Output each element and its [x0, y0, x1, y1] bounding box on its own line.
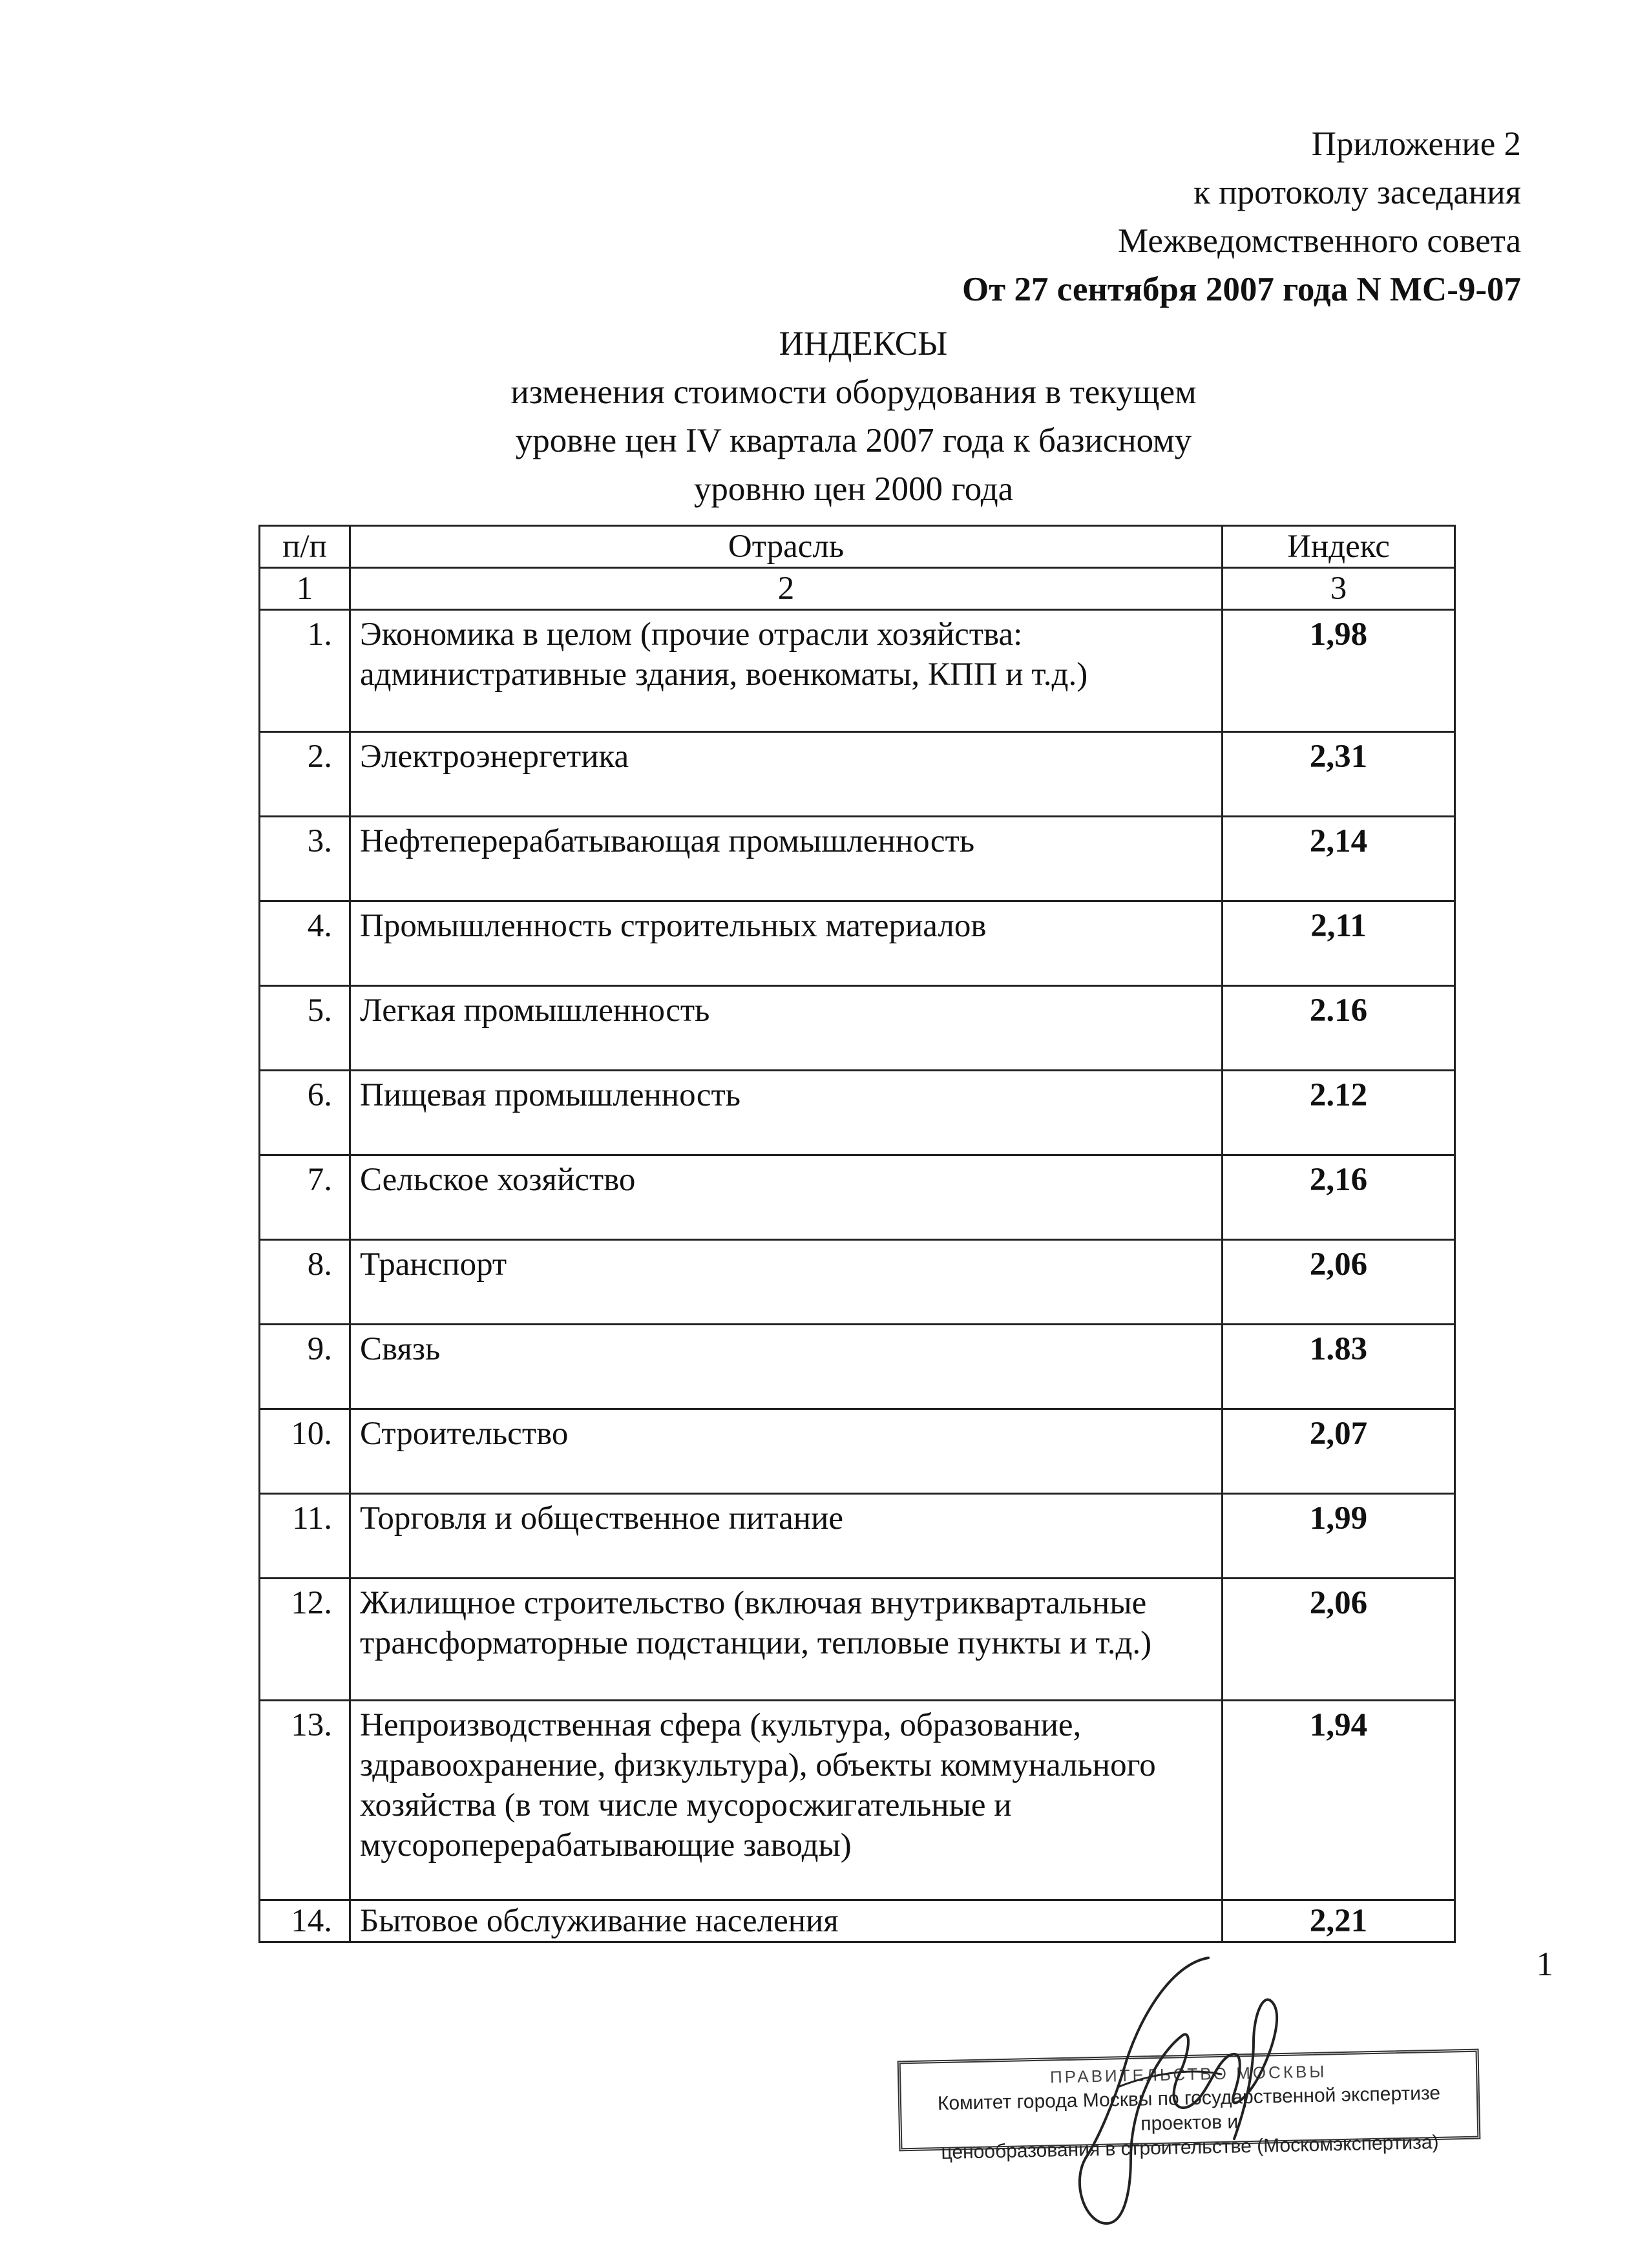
page-number: 1 [1536, 1946, 1553, 1983]
row-index: 2,21 [1223, 1900, 1455, 1942]
table-row [260, 1494, 1455, 1579]
document-header [962, 120, 1521, 314]
document-title [0, 320, 1649, 514]
row-industry: Сельское хозяйство [350, 1155, 1223, 1240]
table-row [260, 1155, 1455, 1240]
row-number: 4. [260, 901, 350, 986]
row-industry: Связь [350, 1325, 1223, 1409]
table-row [260, 817, 1455, 901]
row-industry: Жилищное строительство (включая внутриквартальные трансформаторные подстанции, тепловые пункты и т.д.) [350, 1579, 1223, 1701]
table-row [260, 901, 1455, 986]
row-number: 5. [260, 986, 350, 1071]
row-index: 2,16 [1223, 1155, 1455, 1240]
row-index: 1,99 [1223, 1494, 1455, 1579]
column-numbers-row [260, 568, 1455, 610]
table-row [260, 1701, 1455, 1900]
appendix-label: Приложение 2 [1311, 125, 1521, 163]
row-number: 1. [260, 610, 350, 732]
row-number: 2. [260, 732, 350, 817]
table-row [260, 1409, 1455, 1494]
row-number: 10. [260, 1409, 350, 1494]
row-number: 8. [260, 1240, 350, 1325]
column-header-index: Индекс [1223, 526, 1455, 568]
row-index: 1.83 [1223, 1325, 1455, 1409]
title-line-3: уровню цен 2000 года [693, 470, 1014, 508]
row-number: 7. [260, 1155, 350, 1240]
title-line-1: изменения стоимости оборудования в текущем [510, 373, 1197, 411]
row-index: 2,11 [1223, 901, 1455, 986]
index-table [258, 525, 1456, 1943]
row-industry: Строительство [350, 1409, 1223, 1494]
row-industry: Электроэнергетика [350, 732, 1223, 817]
row-industry: Промышленность строительных материалов [350, 901, 1223, 986]
stamp-line-2: ценообразования в строительстве (Москомэкспертиза) [941, 2131, 1439, 2164]
row-index: 2,14 [1223, 817, 1455, 901]
row-industry: Транспорт [350, 1240, 1223, 1325]
table-header-row [260, 526, 1455, 568]
row-number: 11. [260, 1494, 350, 1579]
row-index: 2.12 [1223, 1071, 1455, 1155]
row-industry: Нефтеперерабатывающая промышленность [350, 817, 1223, 901]
protocol-label: к протоколу заседания [1193, 174, 1521, 211]
row-industry: Торговля и общественное питание [350, 1494, 1223, 1579]
row-index: 2,06 [1223, 1240, 1455, 1325]
protocol-date: От 27 сентября 2007 года N МС-9-07 [961, 271, 1521, 308]
row-index: 2,07 [1223, 1409, 1455, 1494]
column-number-3: 3 [1223, 568, 1455, 610]
column-header-number: п/п [260, 526, 350, 568]
column-header-industry: Отрасль [350, 526, 1223, 568]
row-index: 2,31 [1223, 732, 1455, 817]
table-row [260, 732, 1455, 817]
row-number: 12. [260, 1579, 350, 1701]
stamp-line-1: Комитет города Москвы по государственной экспертизе проектов и [937, 2082, 1441, 2135]
stamp-top-line: ПРАВИТЕЛЬСТВО МОСКВЫ [1049, 2061, 1327, 2087]
table-row [260, 610, 1455, 732]
title-main: ИНДЕКСЫ [779, 325, 948, 362]
row-index: 2.16 [1223, 986, 1455, 1071]
row-number: 6. [260, 1071, 350, 1155]
signature-icon [1060, 1945, 1292, 2242]
table-row [260, 1579, 1455, 1701]
row-index: 1,98 [1223, 610, 1455, 732]
row-number: 13. [260, 1701, 350, 1900]
column-number-1: 1 [260, 568, 350, 610]
row-industry: Бытовое обслуживание населения [350, 1900, 1223, 1942]
table-row [260, 1240, 1455, 1325]
row-number: 9. [260, 1325, 350, 1409]
table-row [260, 1071, 1455, 1155]
row-number: 14. [260, 1900, 350, 1942]
row-industry: Пищевая промышленность [350, 1071, 1223, 1155]
column-number-2: 2 [350, 568, 1223, 610]
title-line-2: уровне цен IV квартала 2007 года к базисному [515, 422, 1192, 459]
row-industry: Экономика в целом (прочие отрасли хозяйства: административные здания, военкоматы, КПП и т.д.) [350, 610, 1223, 732]
table-row [260, 1900, 1455, 1942]
table-row [260, 1325, 1455, 1409]
council-label: Межведомственного совета [1117, 222, 1521, 260]
row-number: 3. [260, 817, 350, 901]
row-industry: Непроизводственная сфера (культура, образование, здравоохранение, физкультура), объекты коммунального хозяйства (в том числе мусоросжигательные и мусороперерабатывающие заводы) [350, 1701, 1223, 1900]
row-index: 1,94 [1223, 1701, 1455, 1900]
row-index: 2,06 [1223, 1579, 1455, 1701]
row-industry: Легкая промышленность [350, 986, 1223, 1071]
table-row [260, 986, 1455, 1071]
